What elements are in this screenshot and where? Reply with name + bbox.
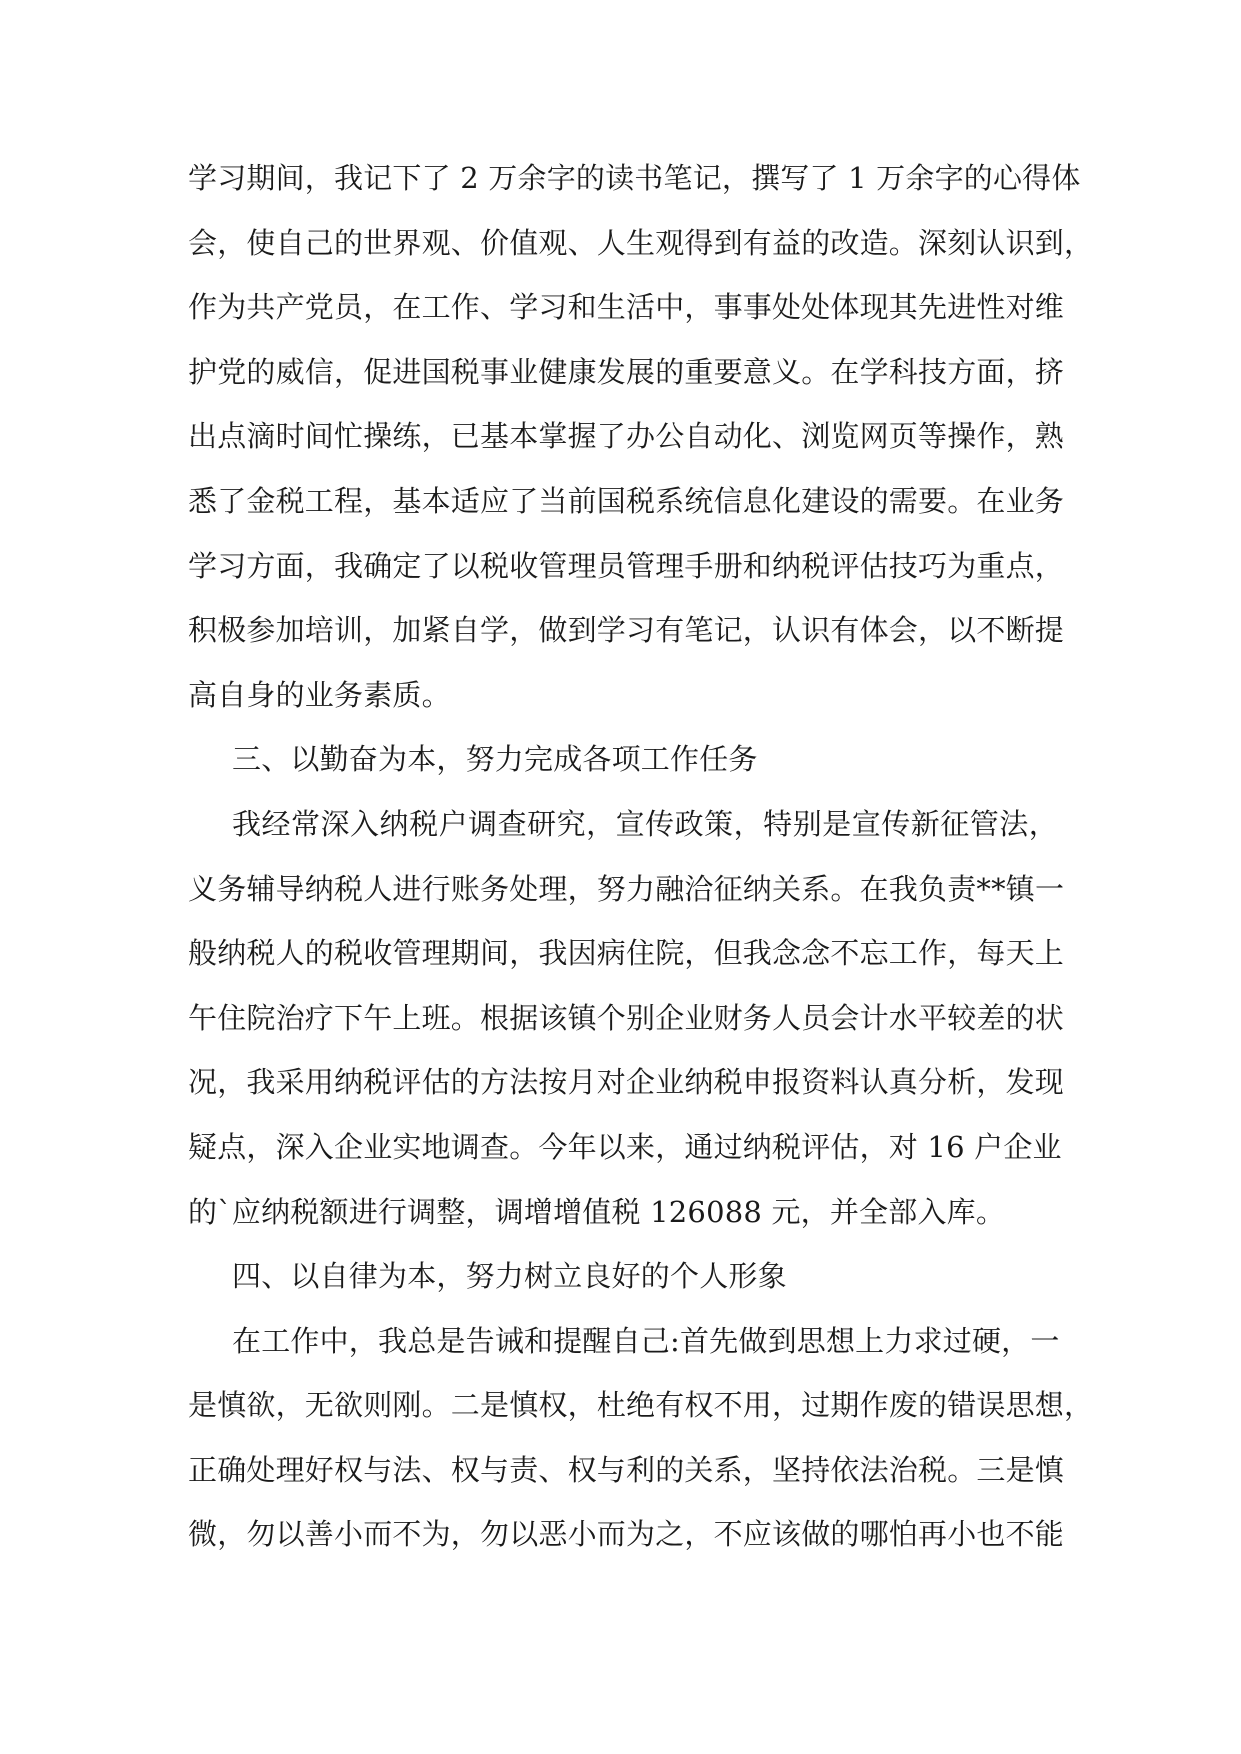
text-line: 的`应纳税额进行调整，调增增值税 126088 元，并全部入库。 xyxy=(188,1194,1006,1229)
text-line: 况，我采用纳税评估的方法按月对企业纳税申报资料认真分析，发现 xyxy=(188,1065,1065,1100)
text-line: 高自身的业务素质。 xyxy=(188,677,451,712)
text-line: 义务辅导纳税人进行账务处理，努力融洽征纳关系。在我负责**镇一 xyxy=(188,871,1065,906)
text-line: 会，使自己的世界观、价值观、人生观得到有益的改造。深刻认识到， xyxy=(188,225,1094,260)
text-line: 午住院治疗下午上班。根据该镇个别企业财务人员会计水平较差的状 xyxy=(188,1000,1065,1035)
section-heading: 三、以勤奋为本，努力完成各项工作任务 xyxy=(232,742,758,777)
text-line: 我经常深入纳税户调查研究，宣传政策，特别是宣传新征管法， xyxy=(232,806,1058,841)
text-line: 般纳税人的税收管理期间，我因病住院，但我念念不忘工作，每天上 xyxy=(188,936,1065,971)
text-line: 出点滴时间忙操练，已基本掌握了办公自动化、浏览网页等操作，熟 xyxy=(188,419,1065,454)
section-heading: 四、以自律为本，努力树立良好的个人形象 xyxy=(232,1259,787,1294)
text-line: 学习方面，我确定了以税收管理员管理手册和纳税评估技巧为重点， xyxy=(188,548,1065,583)
text-line: 作为共产党员，在工作、学习和生活中，事事处处体现其先进性对维 xyxy=(188,290,1065,325)
text-line: 是慎欲，无欲则刚。二是慎权，杜绝有权不用，过期作废的错误思想， xyxy=(188,1388,1094,1423)
text-line: 护党的威信，促进国税事业健康发展的重要意义。在学科技方面，挤 xyxy=(188,354,1065,389)
text-line: 悉了金税工程，基本适应了当前国税系统信息化建设的需要。在业务 xyxy=(188,483,1065,518)
text-line: 积极参加培训，加紧自学，做到学习有笔记，认识有体会，以不断提 xyxy=(188,613,1065,648)
text-line: 在工作中，我总是告诫和提醒自己:首先做到思想上力求过硬，一 xyxy=(232,1323,1060,1358)
text-line: 学习期间，我记下了 2 万余字的读书笔记，撰写了 1 万余字的心得体 xyxy=(188,161,1081,195)
text-line: 微，勿以善小而不为，勿以恶小而为之，不应该做的哪怕再小也不能 xyxy=(188,1517,1065,1552)
document-body xyxy=(188,146,1094,1567)
text-line: 疑点，深入企业实地调查。今年以来，通过纳税评估，对 16 户企业 xyxy=(188,1129,1062,1164)
text-line: 正确处理好权与法、权与责、权与利的关系，坚持依法治税。三是慎 xyxy=(188,1452,1065,1487)
